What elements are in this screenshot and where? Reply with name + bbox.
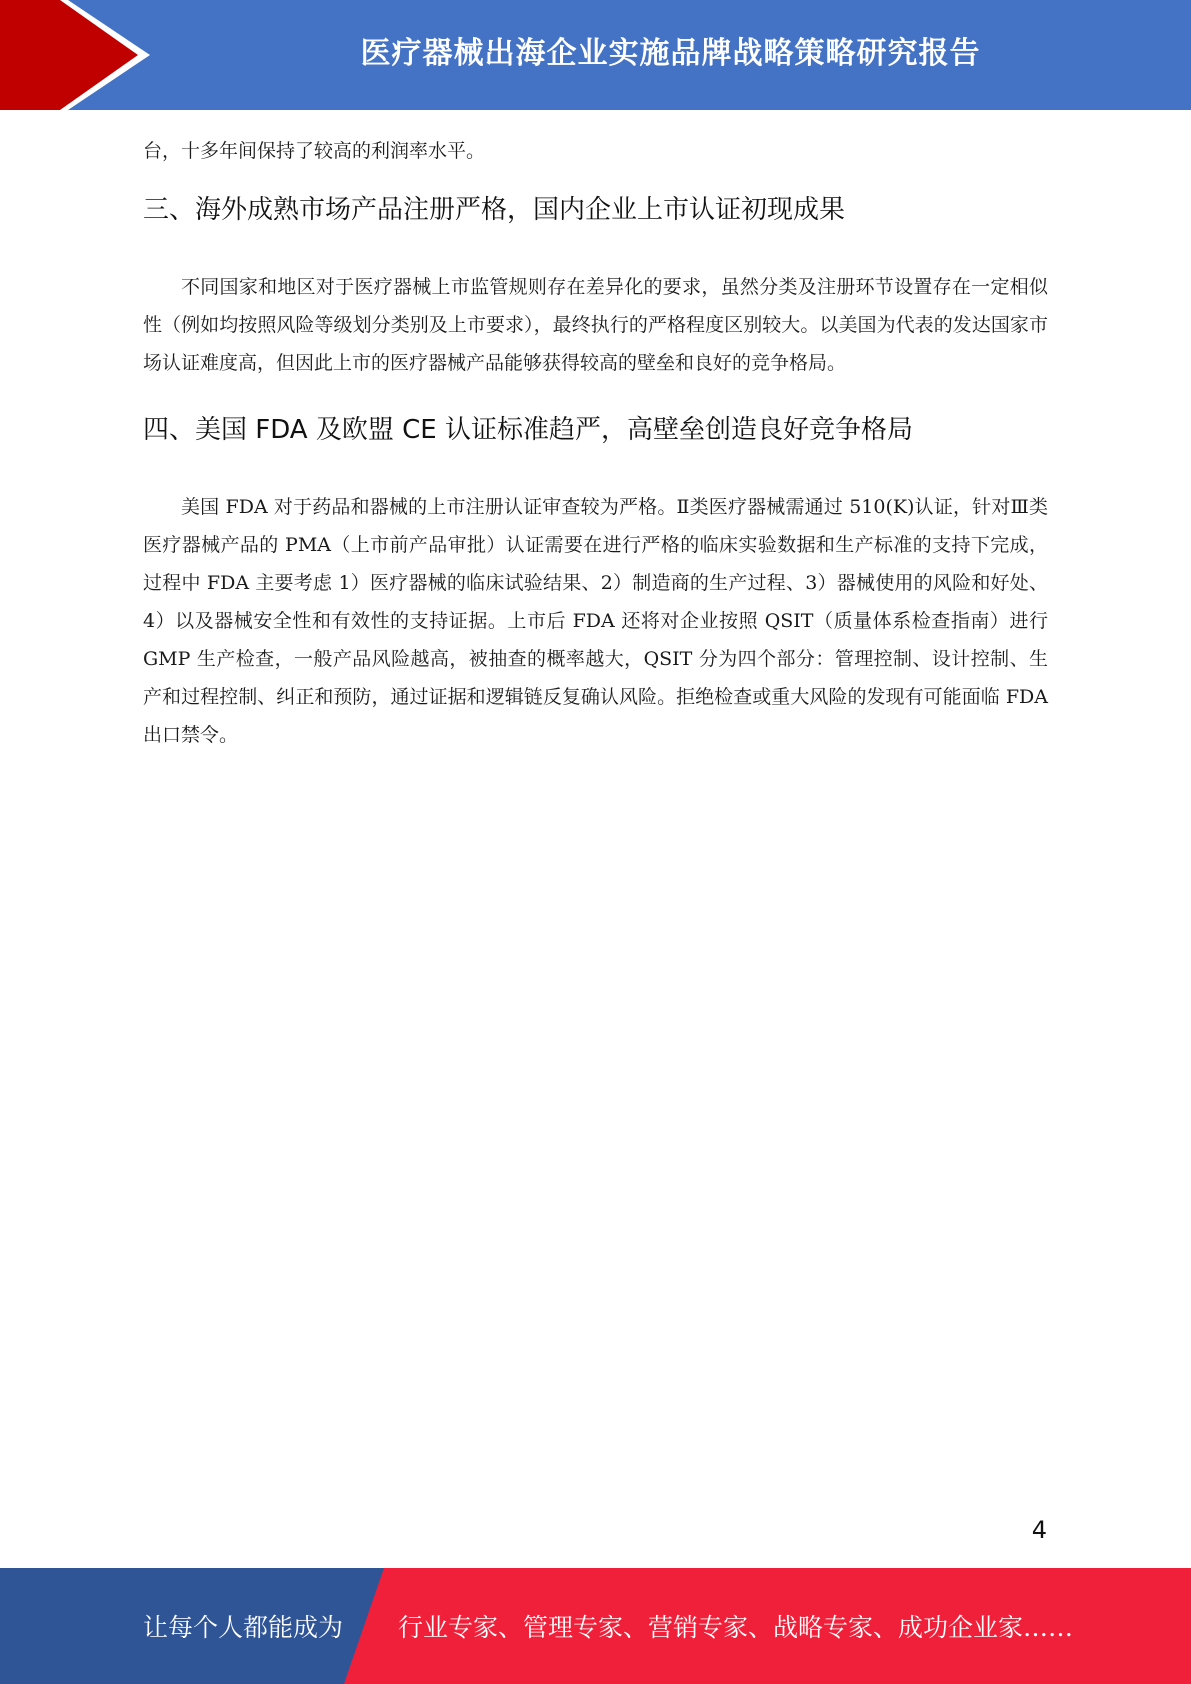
page-content — [143, 132, 1048, 754]
section-3-paragraph: 不同国家和地区对于医疗器械上市监管规则存在差异化的要求，虽然分类及注册环节设置存在一定相似性（例如均按照风险等级划分类别及上市要求），最终执行的严格程度区别较大。以美国为代表的发达国家市场认证难度高，但因此上市的医疗器械产品能够获得较高的壁垒和良好的竞争格局。 — [143, 276, 1048, 374]
footer-slogan-left: 让每个人都能成为 — [143, 1613, 344, 1642]
page-number: 4 — [1031, 1516, 1047, 1544]
header-chevron-decoration — [0, 0, 160, 110]
chevron-red-fill — [0, 0, 138, 110]
footer-slogan-right: 行业专家、管理专家、营销专家、战略专家、成功企业家…… — [398, 1613, 1074, 1642]
section-4-heading: 四、美国 FDA 及欧盟 CE 认证标准趋严，高壁垒创造良好竞争格局 — [143, 415, 913, 445]
page-footer — [0, 1568, 1191, 1684]
report-title: 医疗器械出海企业实施品牌战略策略研究报告 — [360, 36, 981, 71]
section-3-heading: 三、海外成熟市场产品注册严格，国内企业上市认证初现成果 — [143, 195, 846, 225]
page-header — [0, 0, 1191, 110]
intro-line: 台，十多年间保持了较高的利润率水平。 — [143, 140, 486, 162]
section-4-paragraph: 美国 FDA 对于药品和器械的上市注册认证审查较为严格。Ⅱ类医疗器械需通过 510(K)认证，针对Ⅲ类医疗器械产品的 PMA（上市前产品审批）认证需要在进行严格的临床实验数据和生产标准的支持下完成，过程中 FDA 主要考虑 1）医疗器械的临床试验结果、2）制造商的生产过程、3）器械使用的风险和好处、4）以及器械安全性和有效性的支持证据。上市后 FDA 还将对企业按照 QSIT（质量体系检查指南）进行 GMP 生产检查，一般产品风险越高，被抽查的概率越大，QSIT 分为四个部分：管理控制、设计控制、生产和过程控制、纠正和预防，通过证据和逻辑链反复确认风险。拒绝检查或重大风险的发现有可能面临 FDA 出口禁令。 — [143, 496, 1048, 746]
